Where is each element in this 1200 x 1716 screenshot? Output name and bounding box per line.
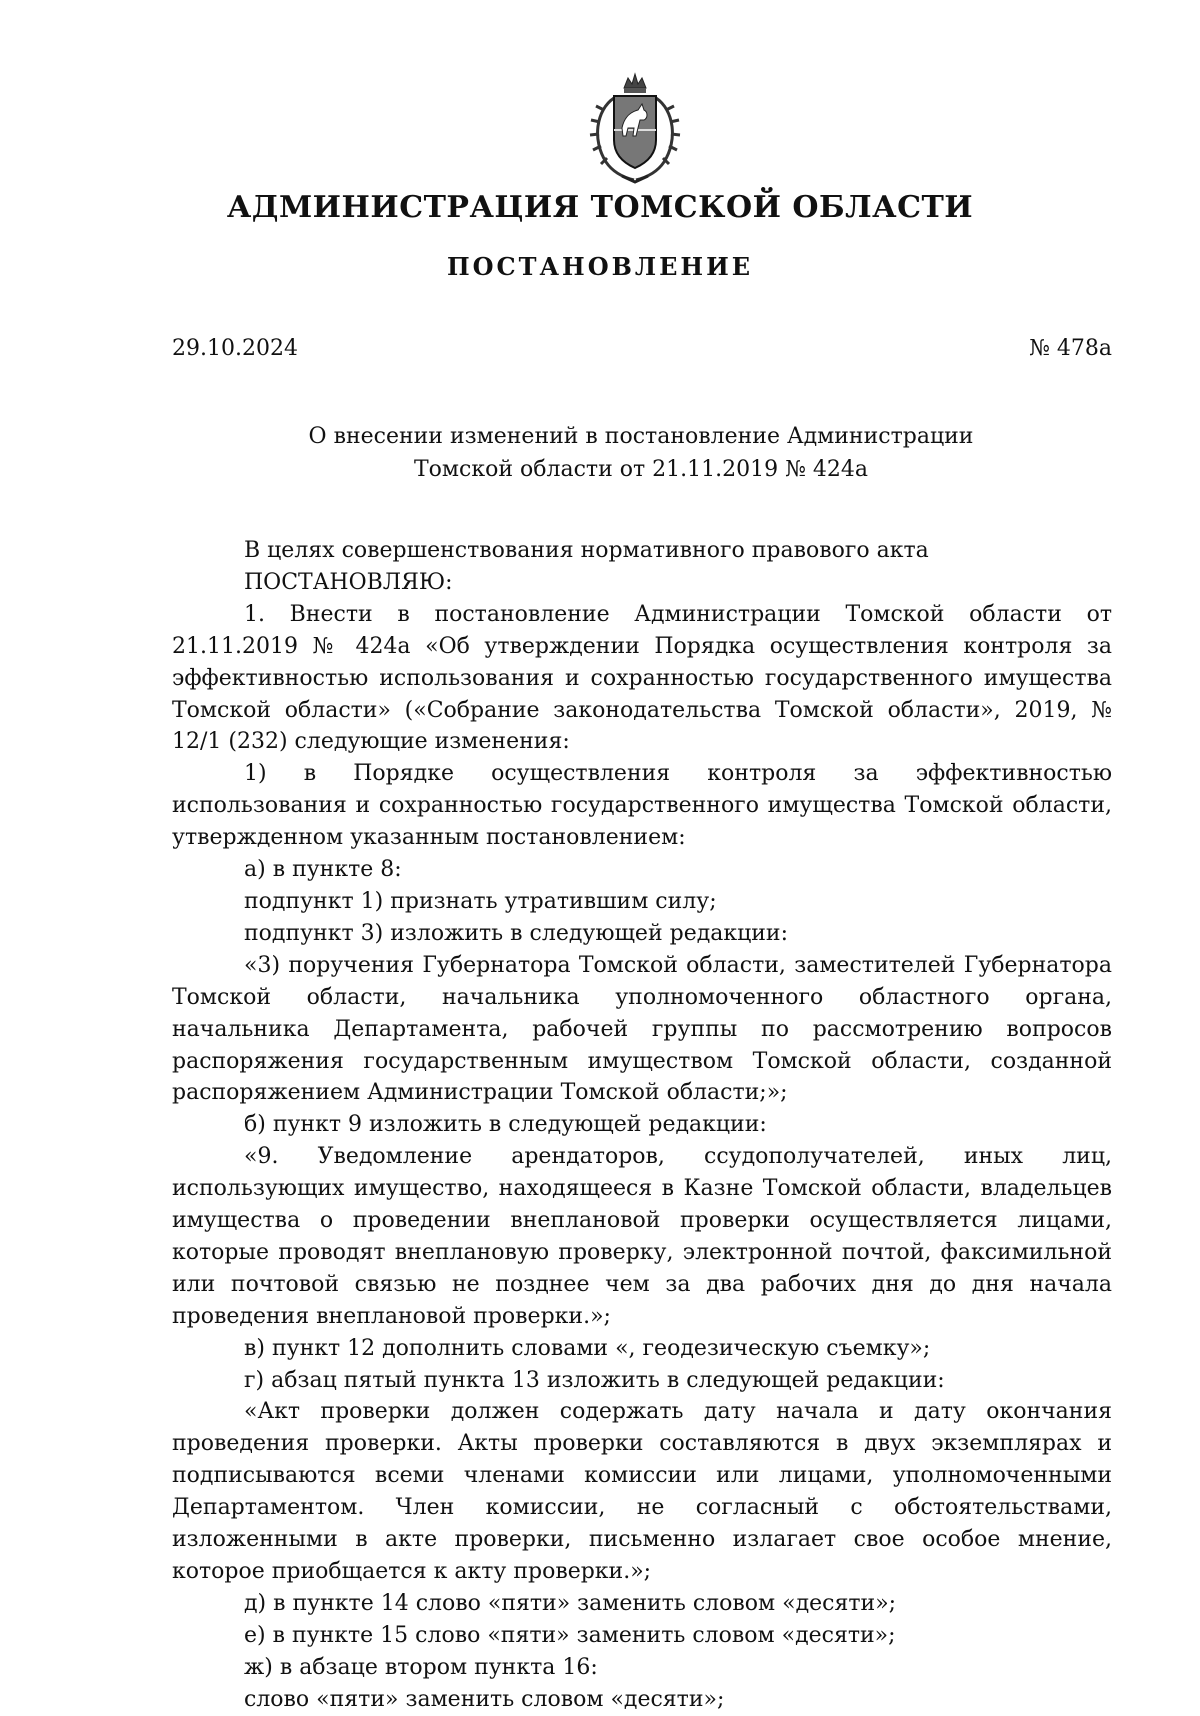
paragraph-quote-9: «9. Уведомление арендаторов, ссудополучателей, иных лиц, использующих имущество, находящееся в Казне Томской области, владельцев имущества о проведении внеплановой проверки осуществляется лицами, которые проводят внеплановую проверку, электронной почтой, факсимильной или почтовой связью не позднее чем за два рабочих дня до дня начала проведения внеплановой проверки.»; xyxy=(172,1144,1112,1329)
paragraph-quote-3: «3) поручения Губернатора Томской области, заместителей Губернатора Томской области, начальника уполномоченного областного органа, начальника Департамента, рабочей группы по рассмотрению вопросов распоряжения государственным имуществом Томской области, созданной распоряжением Администрации Томской области;»; xyxy=(172,952,1112,1106)
paragraph-e: е) в пункте 15 слово «пяти» заменить словом «десяти»; xyxy=(244,1622,896,1648)
paragraph-a-sub3: подпункт 3) изложить в следующей редакции: xyxy=(244,920,789,946)
paragraph-v: в) пункт 12 дополнить словами «, геодезическую съемку»; xyxy=(244,1335,931,1361)
paragraph-b: б) пункт 9 изложить в следующей редакции: xyxy=(244,1112,767,1138)
tomsk-oblast-coat-of-arms-icon xyxy=(584,70,686,188)
subject-line: Томской области от 21.11.2019 № 424а xyxy=(413,457,869,482)
paragraph-zh: ж) в абзаце втором пункта 16: xyxy=(244,1654,598,1680)
organization-title: АДМИНИСТРАЦИЯ ТОМСКОЙ ОБЛАСТИ xyxy=(226,190,974,225)
preamble: В целях совершенствования нормативного правового акта xyxy=(244,538,929,563)
paragraph-quote-act: «Акт проверки должен содержать дату начала и дату окончания проведения проверки. Акты проверки составляются в двух экземплярах и подписываются всеми членами комиссии или лицами, уполномоченными Департаментом. Член комиссии, не согласный с обстоятельствами, изложенными в акте проверки, письменно излагает свое особое мнение, которое приобщается к акту проверки.»; xyxy=(172,1399,1112,1584)
paragraph-subitem-1: 1) в Порядке осуществления контроля за эффективностью использования и сохранностью государственного имущества Томской области, утвержденном указанным постановлением: xyxy=(172,761,1112,851)
paragraph-zh-sub: слово «пяти» заменить словом «десяти»; xyxy=(244,1686,725,1712)
paragraph-g: г) абзац пятый пункта 13 изложить в следующей редакции: xyxy=(244,1367,945,1393)
document-subject xyxy=(0,420,1200,486)
paragraph-a: а) в пункте 8: xyxy=(244,857,402,883)
paragraph-a-sub1: подпункт 1) признать утратившим силу; xyxy=(244,888,717,914)
document-body xyxy=(172,535,1112,1716)
paragraph-d: д) в пункте 14 слово «пяти» заменить словом «десяти»; xyxy=(244,1590,897,1616)
resolve-word: ПОСТАНОВЛЯЮ: xyxy=(244,569,453,595)
document-date: 29.10.2024 xyxy=(172,336,298,361)
subject-line: О внесении изменений в постановление Администрации xyxy=(308,424,974,449)
paragraph-item-1: 1. Внести в постановление Администрации Томской области от 21.11.2019 № 424а «Об утверждении Порядка осуществления контроля за эффективностью использования и сохранностью государственного имущества Томской области» («Собрание законодательства Томской области», 2019, № 12/1 (232) следующие изменения: xyxy=(172,601,1112,755)
document-type: ПОСТАНОВЛЕНИЕ xyxy=(446,252,754,281)
document-number: № 478а xyxy=(1029,336,1112,361)
